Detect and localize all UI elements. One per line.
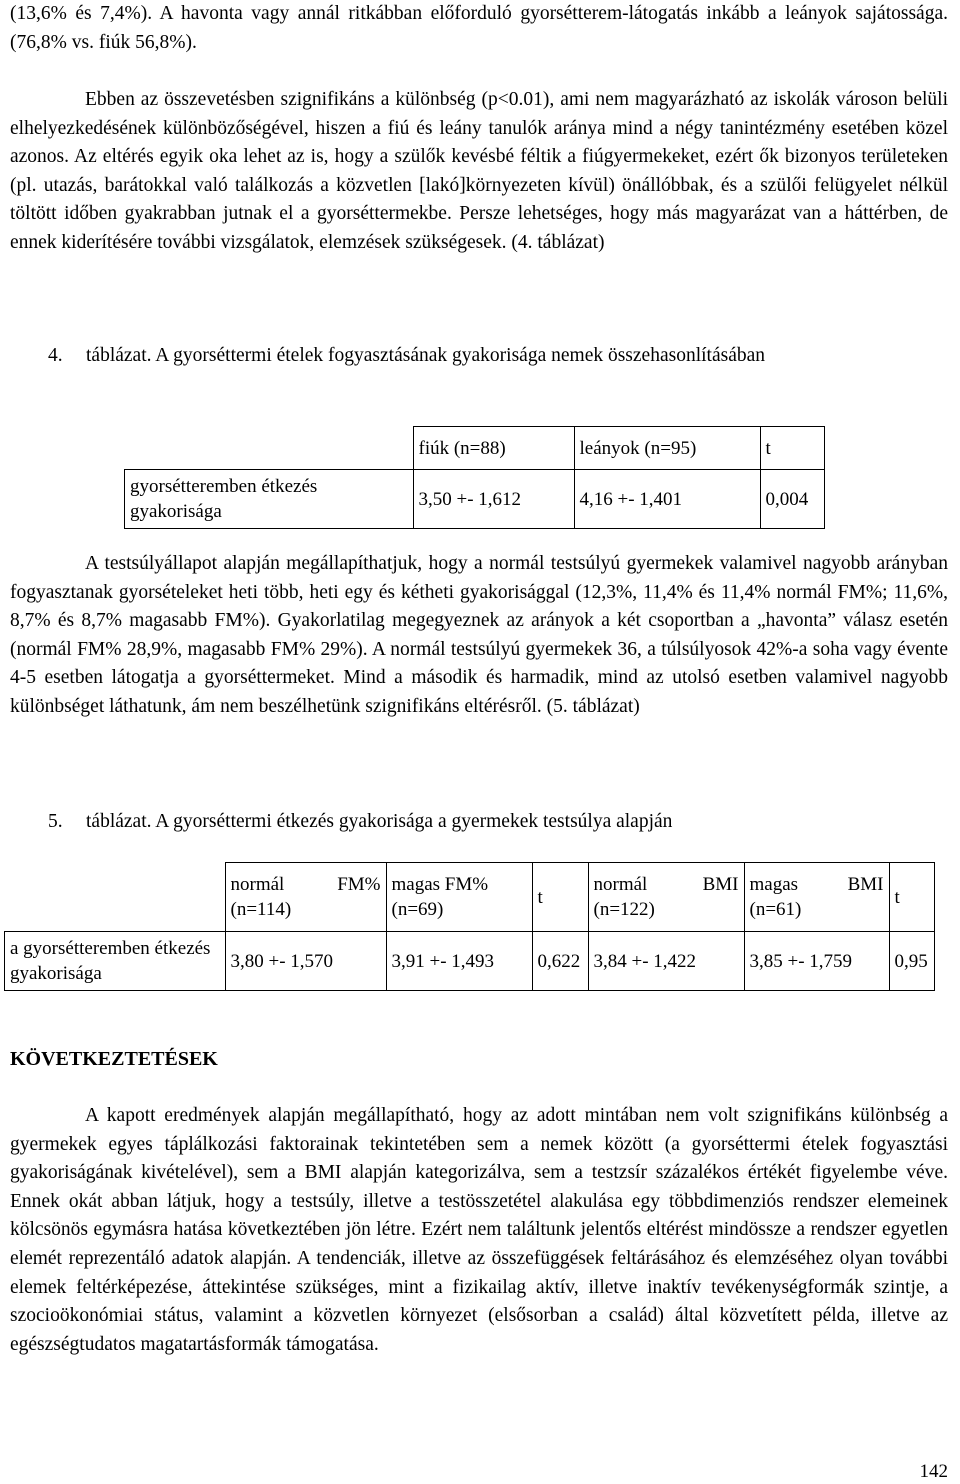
table-4-value-boys: 3,50 +- 1,612 [413,470,574,529]
table-4-header-t: t [760,427,824,470]
table-5-value-t1: 0,622 [532,932,588,991]
table-5-value-high-bmi: 3,85 +- 1,759 [744,932,889,991]
table-4-caption [48,342,948,371]
table-5-row-label: a gyorsétteremben étkezés gyakorisága [5,932,226,991]
table-row [5,932,935,991]
table-4-value-t: 0,004 [760,470,824,529]
table-5-value-normal-fm: 3,80 +- 1,570 [225,932,386,991]
table-4-row-label: gyorsétteremben étkezés gyakorisága [125,470,414,529]
table-5-value-t2: 0,95 [889,932,934,991]
table-5-value-normal-bmi: 3,84 +- 1,422 [588,932,744,991]
table-4 [124,426,825,529]
table-5-caption [48,808,948,837]
table-5-caption-number: 5. [48,811,63,832]
paragraph-significance: Ebben az összevetésben szignifikáns a különbség (p<0.01), ami nem magyarázható az iskolák városon belüli elhelyezkedésének különbözőségével, hiszen a fiú és leány tanulók aránya mind a négy tanintézmény esetében közel azonos. Az eltérés egyik oka lehet az is, hogy a szülők kevésbé féltik a fiúgyermekeket, ezért ők bizonyos területeken (pl. utazás, barátokkal való találkozás a közvetlen [lakó]környezeten kívül) önállóbbak, és a szülői felügyelet nélkül töltött időben gyakrabban jutnak el a gyorséttermekbe. Persze lehetséges, hogy más magyarázat van a háttérben, de ennek kiderítésére további vizsgálatok, elemzések szükségesek. (4. táblázat) [10,89,948,253]
table-5-header-normal-bmi: normál BMI (n=122) [588,863,744,932]
table-4-header-girls: leányok (n=95) [574,427,760,470]
table-4-caption-number: 4. [48,345,63,366]
table-5-header-high-fm: magas FM% (n=69) [386,863,532,932]
table-5-header-t1: t [532,863,588,932]
table-5-caption-text: táblázat. A gyorséttermi étkezés gyakorisága a gyermekek testsúlya alapján [86,811,673,832]
table-row [125,470,825,529]
table-5-empty-cell [5,863,226,932]
table-5-header-t2: t [889,863,934,932]
table-4-empty-cell [125,427,414,470]
table-4-caption-text: táblázat. A gyorséttermi ételek fogyasztásának gyakorisága nemek összehasonlításában [86,345,766,366]
table-row [125,427,825,470]
table-4-header-boys: fiúk (n=88) [413,427,574,470]
table-5-header-high-bmi: magas BMI (n=61) [744,863,889,932]
paragraph-bodyweight: A testsúlyállapot alapján megállapíthatjuk, hogy a normál testsúlyú gyermekek valamivel nagyobb arányban fogyasztanak gyorsételeket heti több, heti egy és kétheti gyakorisággal (12,3%, 11,4% és 11,4% normál FM%; 11,6%, 8,7% és 8,7% magasabb FM%). Gyakorlatilag megegyeznek az arányok a két csoportban a „havonta” válasz esetén (normál FM% 28,9%, magasabb FM% 29%). A normál testsúlyú gyermekek 36, a túlsúlyosok 42%-a soha vagy évente 4-5 esetben látogatja a gyorséttermeket. Mind a második és harmadik, mind az utolsó esetben valamivel nagyobb különbséget láthatunk, ám nem beszélhetünk szignifikáns eltérésről. (5. táblázat) [10,553,948,717]
paragraph-conclusions: A kapott eredmények alapján megállapítható, hogy az adott mintában nem volt szignifikáns különbség a gyermekek egyes táplálkozási faktorainak tekintetében sem a nemek között (a gyorséttermi ételek fogyasztási gyakoriságának kivételével), sem a BMI alapján kategorizálva, sem a testzsír százalékos értékét figyelembe véve. Ennek okát abban látjuk, hogy a testsúly, illetve a testösszetétel alakulása egy többdimenziós rendszer elemeinek kölcsönös egymásra hatása következtében jön létre. Ezért nem találtunk jelentős eltérést mindössze a rendszer egyetlen elemét reprezentáló adatok alapján. A tendenciák, illetve az összefüggések feltárásához és elemzéséhez olyan további elemek feltérképezése, áttekintése szükséges, mint a fizikailag aktív, illetve inaktív tevékenységformák szintje, a szocioökonómiai státus, valamint a közvetlen környezet (elsősorban a család) által közvetített példa, illetve az egészségtudatos magatartásformák támogatása. [10,1105,948,1355]
page-number: 142 [919,1461,948,1482]
table-5 [4,862,935,991]
table-5-value-high-fm: 3,91 +- 1,493 [386,932,532,991]
table-4-value-girls: 4,16 +- 1,401 [574,470,760,529]
paragraph-intro: (13,6% és 7,4%). A havonta vagy annál ritkábban előforduló gyorsétterem-látogatás inkább a leányok sajátossága. (76,8% vs. fiúk 56,8%). [10,3,948,53]
table-5-header-normal-fm: normál FM% (n=114) [225,863,386,932]
table-row [5,863,935,932]
section-heading-conclusions: KÖVETKEZTETÉSEK [10,1048,218,1070]
